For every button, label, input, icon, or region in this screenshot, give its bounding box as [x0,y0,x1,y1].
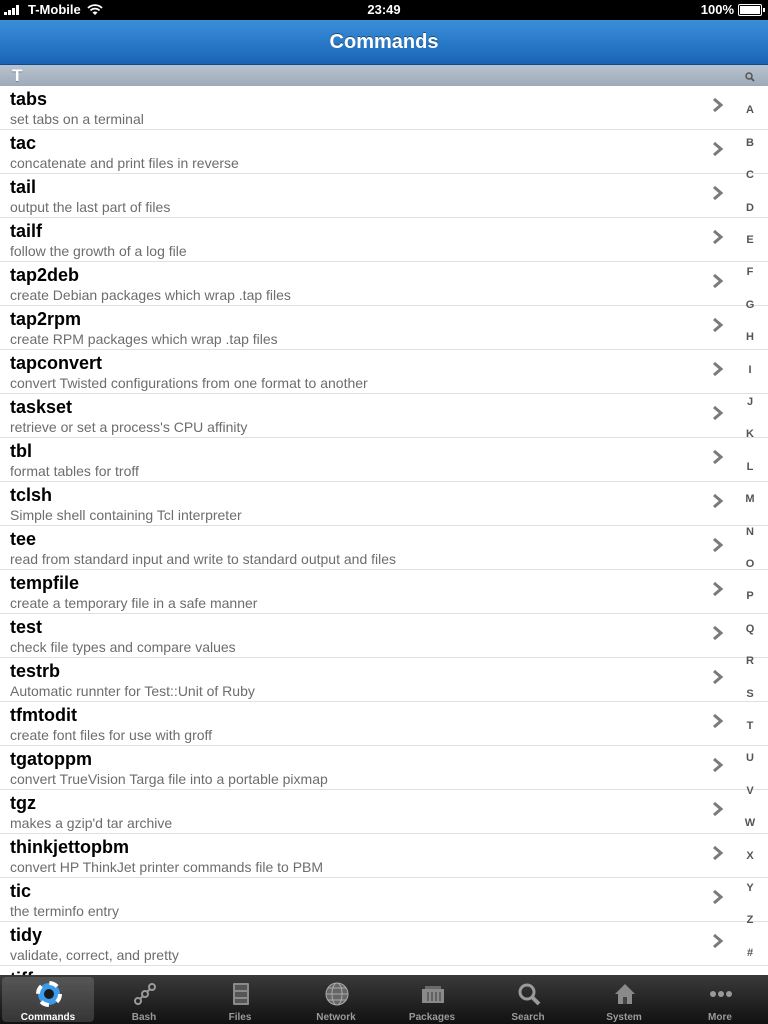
cabinet-icon [228,981,254,1007]
section-index-bar[interactable] [738,72,762,972]
index-letter[interactable]: L [746,460,754,473]
search-icon [516,981,542,1007]
command-list[interactable] [0,86,768,975]
command-row[interactable] [0,86,768,130]
command-name: tgz [10,793,36,813]
index-letter[interactable]: V [746,784,754,797]
packages-icon [420,981,446,1007]
index-letter[interactable]: X [746,849,754,862]
command-row[interactable] [0,922,768,966]
index-letter[interactable]: C [746,169,754,182]
tab-system[interactable] [578,977,670,1022]
index-letter[interactable]: R [746,655,754,668]
command-description: create a temporary file in a safe manner [10,595,258,611]
nav-title: Commands [329,31,439,53]
command-description: create RPM packages which wrap .tap files [10,331,278,347]
command-row[interactable] [0,790,768,834]
command-description: the terminfo entry [10,903,119,919]
command-row[interactable] [0,526,768,570]
tab-label: Bash [131,1012,157,1023]
command-name: thinkjettopbm [10,837,129,857]
command-row[interactable] [0,394,768,441]
chevron-right-icon [712,184,728,204]
index-letter[interactable]: D [746,201,754,214]
tab-bar [0,975,768,1024]
command-name: tabs [10,89,48,109]
index-letter[interactable]: Q [745,622,755,635]
command-description: create Debian packages which wrap .tap files [10,287,291,303]
command-description: output the last part of files [10,199,171,215]
chevron-right-icon [712,932,728,952]
chevron-right-icon [712,316,728,336]
command-description: set tabs on a terminal [10,111,144,127]
tab-commands[interactable] [2,977,94,1022]
tab-search[interactable] [482,977,574,1022]
chevron-right-icon [712,448,728,468]
index-letter[interactable]: Z [746,914,754,927]
chevron-right-icon [712,272,728,292]
index-letter[interactable]: J [746,396,754,408]
command-description: format tables for troff [10,463,139,479]
index-letter[interactable]: A [746,104,754,117]
tab-label: Network [316,1012,356,1023]
command-row[interactable] [0,218,768,262]
index-letter[interactable]: Y [746,882,754,894]
status-right [701,2,762,17]
command-row[interactable] [0,350,768,394]
command-description: convert TrueVision Targa file into a portable pixmap [10,771,328,787]
chevron-right-icon [712,844,728,864]
battery-percent: 100% [700,2,734,17]
command-name: testrb [10,661,61,681]
index-letter[interactable]: F [746,266,754,279]
house-icon [612,981,638,1007]
command-row[interactable] [0,746,768,790]
chevron-right-icon [712,800,728,820]
index-letter[interactable]: O [745,558,755,570]
index-search-icon[interactable] [738,72,762,85]
command-name: tidy [10,925,43,945]
index-letter[interactable]: S [746,687,754,700]
command-row[interactable] [0,834,768,878]
tab-bash[interactable] [98,977,190,1022]
tab-files[interactable] [194,977,286,1022]
command-description: create font files for use with groff [10,727,213,743]
command-name: tee [10,529,37,549]
command-row[interactable] [0,174,768,218]
more-icon [708,981,734,1007]
command-name: tail [10,177,37,197]
lifebuoy-icon [36,981,62,1007]
battery-fill [740,6,760,14]
index-letter[interactable]: E [746,234,754,246]
tab-packages[interactable] [386,977,478,1022]
chevron-right-icon [712,888,728,908]
globe-icon [324,981,350,1007]
command-description: concatenate and print files in reverse [10,155,239,171]
command-row[interactable] [0,262,768,306]
tab-label: Commands [20,1012,76,1023]
tab-label: Files [228,1012,252,1023]
command-row[interactable] [0,614,768,658]
chevron-right-icon [712,580,728,600]
index-letter[interactable]: U [746,752,754,765]
index-letter[interactable]: T [746,720,754,732]
chevron-right-icon [712,668,728,688]
index-letter[interactable]: H [746,331,754,344]
command-name: test [10,617,43,637]
command-name: tempfile [10,573,80,593]
command-name: taskset [10,397,73,417]
command-row[interactable] [0,306,768,350]
command-description: makes a gzip'd tar archive [10,815,173,831]
command-description: convert HP ThinkJet printer commands file to PBM [10,859,324,875]
command-description: Automatic runnter for Test::Unit of Ruby [10,683,255,699]
index-letter[interactable]: K [746,428,754,441]
command-name: tfmtodit [10,705,77,725]
command-name: tailf [10,221,43,241]
chevron-right-icon [712,536,728,556]
command-description: Simple shell containing Tcl interpreter [10,507,242,523]
index-letter[interactable]: B [746,136,754,149]
section-header [0,65,768,87]
command-description: validate, correct, and pretty [10,947,179,963]
command-row[interactable] [0,438,768,482]
status-bar [0,0,768,20]
command-row[interactable] [0,702,768,746]
command-description: follow the growth of a log file [10,243,187,259]
tab-network[interactable] [290,977,382,1022]
tab-label: More [708,1012,732,1023]
tab-label: System [606,1012,642,1023]
battery-icon [738,4,762,16]
nodes-icon [132,981,158,1007]
chevron-right-icon [712,492,728,512]
index-letter[interactable]: W [744,817,756,830]
chevron-right-icon [712,360,728,380]
command-name: tbl [10,441,32,461]
index-letter[interactable]: M [745,493,755,506]
command-row[interactable] [0,482,768,526]
status-time: 23:49 [367,2,401,17]
carrier-label: T-Mobile [28,2,81,17]
chevron-right-icon [712,712,728,732]
command-row[interactable] [0,658,768,702]
command-description: convert Twisted configurations from one format to another [10,375,368,391]
index-letter[interactable]: I [748,363,752,376]
tab-label: Search [511,1012,545,1023]
command-row[interactable] [0,878,768,922]
command-name: tap2rpm [10,309,82,329]
command-name: tap2deb [10,265,80,285]
index-letter[interactable]: G [745,298,755,311]
chevron-right-icon [712,756,728,776]
chevron-right-icon [712,404,728,424]
command-name: tic [10,881,32,901]
navigation-bar [0,20,768,65]
tab-label: Packages [408,1012,456,1023]
command-row[interactable] [0,130,768,174]
index-letter[interactable]: # [746,946,754,959]
index-letter[interactable]: N [746,525,754,538]
command-description: check file types and compare values [10,639,236,655]
tab-more[interactable] [674,977,766,1022]
command-name: tgatoppm [10,749,92,769]
command-description: read from standard input and write to standard output and files [10,551,397,567]
command-row[interactable] [0,570,768,614]
command-name: tapconvert [10,353,103,373]
chevron-right-icon [712,140,728,160]
chevron-right-icon [712,228,728,248]
chevron-right-icon [712,96,728,116]
command-name: tac [10,133,37,153]
command-name: tclsh [10,485,53,505]
command-description: retrieve or set a process's CPU affinity [10,419,248,435]
section-letter: T [12,66,23,85]
chevron-right-icon [712,624,728,644]
index-letter[interactable]: P [746,590,754,603]
